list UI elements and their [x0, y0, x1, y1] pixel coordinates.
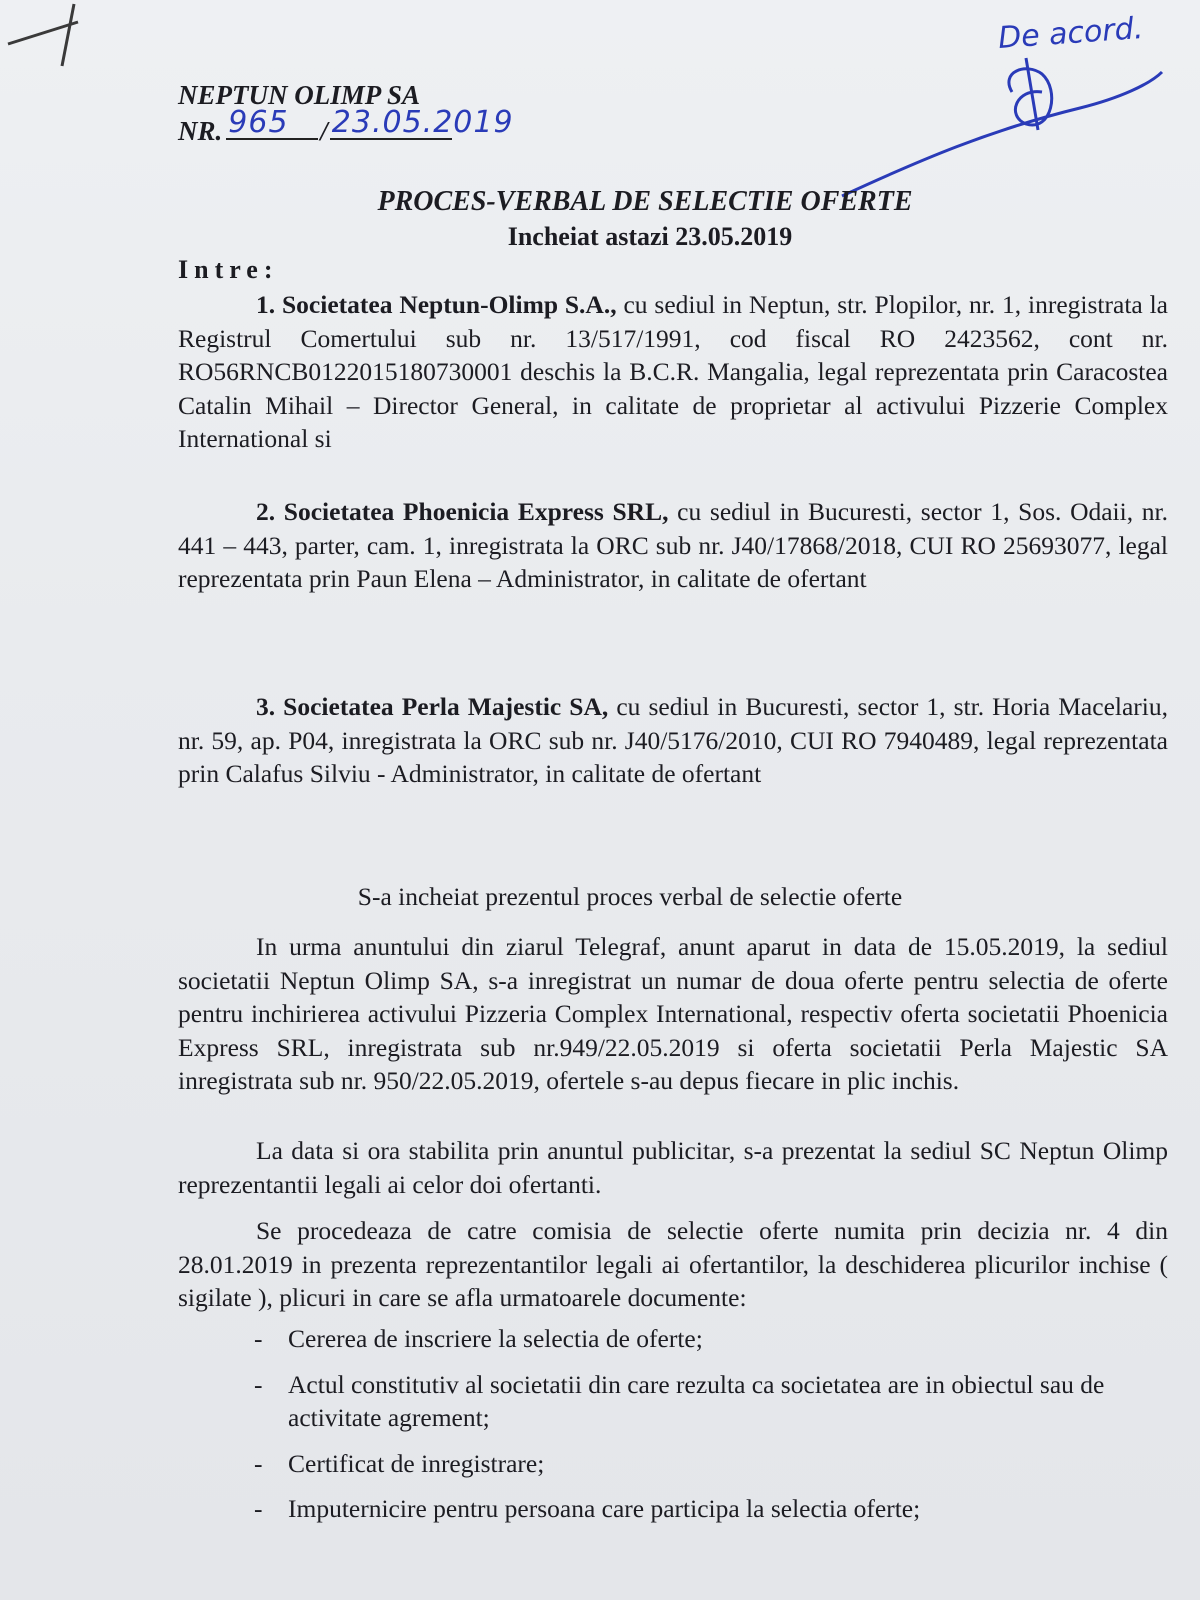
list-dash: - [254, 1324, 263, 1353]
nr-number-blank [226, 105, 318, 140]
pen-mark-left [0, 0, 120, 90]
nr-label: NR. [178, 116, 223, 146]
body-paragraph-1: In urma anuntului din ziarul Telegraf, anunt aparut in data de 15.05.2019, la sediul societatii Neptun Olimp SA, s-a inregistrat un numar de doua oferte pentru selectia de oferte pentru inchirierea activului Pizzeria Complex International, respectiv oferta societatii Phoenicia Express SRL, inregistrata sub nr.949/22.05.2019 si oferta societatii Perla Majestic SA inregistrata sub nr. 950/22.05.2019, ofertele s-au depus fiecare in plic inchis. [178, 932, 1168, 1095]
party-3-lead: 3. Societatea Perla Majestic SA, [256, 692, 609, 721]
list-item-text: Certificat de inregistrare; [288, 1448, 545, 1478]
nr-handwritten-number: 965 [228, 105, 289, 140]
registration-number-line [178, 105, 514, 148]
concluded-line: S-a incheiat prezentul proces verbal de selectie oferte [357, 882, 903, 911]
nr-slash: / [320, 116, 328, 146]
body-paragraph-2: La data si ora stabilita prin anuntul publicitar, s-a prezentat la sediul SC Neptun Olimp reprezentantii legali ai celor doi ofertanti. [178, 1136, 1168, 1199]
list-item [178, 1322, 1168, 1356]
handwritten-approval-note: De acord. [996, 10, 1145, 57]
nr-handwritten-date: 23.05.2019 [331, 105, 514, 140]
list-item [178, 1447, 1168, 1481]
list-item-text: Imputernicire pentru persoana care participa la selectia oferte; [288, 1494, 921, 1523]
document-title: PROCES-VERBAL DE SELECTIE OFERTE [377, 186, 913, 217]
party-3-paragraph [178, 690, 1168, 791]
list-item [178, 1492, 1168, 1526]
list-dash: - [254, 1369, 263, 1399]
list-dash: - [254, 1494, 263, 1523]
nr-date-blank [330, 105, 514, 140]
list-item-text: Actul constitutiv al societatii din care rezulta ca societatea are in obiectul sau de activitate agrement; [288, 1369, 1105, 1432]
party-2-lead: 2. Societatea Phoenicia Express SRL, [256, 497, 669, 526]
party-2-paragraph [178, 495, 1168, 596]
party-2-text: cu sediul in Bucuresti, sector 1, Sos. Odaii, nr. 441 – 443, parter, cam. 1, inregistrata la ORC sub nr. J40/17868/2018, CUI RO 25693077, legal reprezentata prin Paun Elena – Administrator, in calitate de ofertant [178, 497, 1168, 593]
party-1-paragraph [178, 288, 1168, 456]
party-1-lead: 1. Societatea Neptun-Olimp S.A., [256, 290, 617, 319]
body-paragraph-3: Se procedeaza de catre comisia de selectie oferte numita prin decizia nr. 4 din 28.01.2019 in prezenta reprezentantilor legali ai ofertantilor, la deschiderea plicurilor inchise ( sigilate ), plicuri in care se afla urmatoarele documente: [178, 1216, 1168, 1312]
party-3-text: cu sediul in Bucuresti, sector 1, str. Horia Macelariu, nr. 59, ap. P04, inregistrata la ORC sub nr. J40/5176/2010, CUI RO 7940489, legal reprezentata prin Calafus Silviu - Administrator, in calitate de ofertant [178, 692, 1168, 788]
document-header [178, 78, 514, 148]
list-item [178, 1368, 1168, 1435]
party-1-text: cu sediul in Neptun, str. Plopilor, nr. 1, inregistrata la Registrul Comertului sub nr. 13/517/1991, cod fiscal RO 2423562, cont nr. RO56RNCB0122015180730001 deschis la B.C.R. Mangalia, legal reprezentata prin Caracostea Catalin Mihail – Director General, in calitate de proprietar al activului Pizzerie Complex International si [178, 290, 1168, 453]
company-name: NEPTUN OLIMP SA [178, 80, 421, 110]
intre-label: Intre: [178, 255, 279, 284]
list-item-text: Cererea de inscriere la selectia de oferte; [288, 1324, 703, 1353]
document-subtitle: Incheiat astazi 23.05.2019 [507, 222, 793, 251]
documents-list [178, 1322, 1168, 1538]
list-dash: - [254, 1448, 263, 1478]
